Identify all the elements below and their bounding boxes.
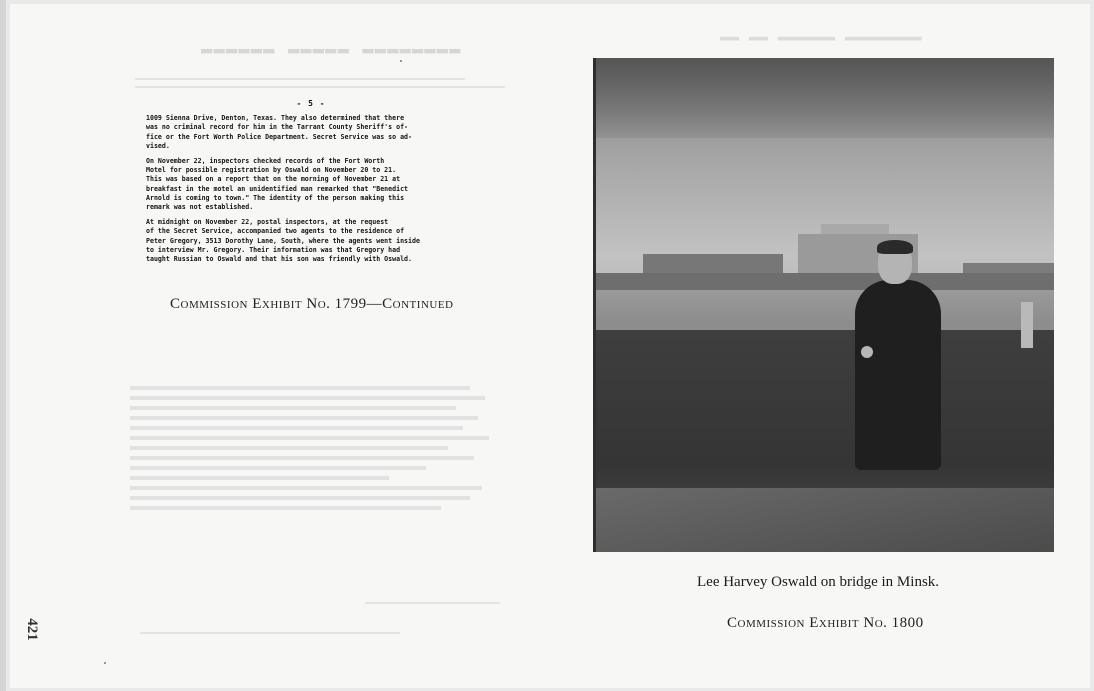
oswald-minsk-photo [593, 58, 1054, 552]
bleed-through-line [365, 602, 500, 604]
bleed-through-title-right: ▬▬▬▬▬▬▬▬ ▬▬▬▬▬▬ ▬▬ ▬▬ [720, 28, 922, 46]
memo-paragraph: 1009 Sienna Drive, Denton, Texas. They also determined that there was no criminal record for him in the Tarrant County Sheriff's of- fice or the Fort Worth Police Department. Secret Service was so ad- vised. [146, 114, 412, 150]
exhibit-label-1800: Commission Exhibit No. 1800 [727, 615, 924, 631]
bleed-through-line [135, 86, 505, 88]
memo-page-number: - 5 - [296, 99, 326, 108]
bleed-through-text-block [130, 380, 500, 516]
typed-memo [146, 99, 476, 270]
exhibit-label-1799: Commission Exhibit No. 1799—Continued [170, 296, 454, 312]
scan-speck [400, 60, 402, 62]
memo-paragraph: At midnight on November 22, postal inspectors, at the request of the Secret Service, accompanied two agents to the residence of Peter Gregory, 3513 Dorothy Lane, South, where the agents went inside to interview Mr. Gregory. Their information was that Gregory had taught Russian to Oswald and that his son was friendly with Oswald. [146, 218, 420, 264]
scan-edge [0, 0, 6, 691]
page-number: 421 [23, 618, 40, 641]
memo-paragraph: On November 22, inspectors checked records of the Fort Worth Motel for possible registration by Oswald on November 20 to 21. This was based on a report that on the morning of November 21 at breakfast in the motel an unidentified man remarked that "Benedict Arnold is coming to town." The identity of the person making this remark was not established. [146, 157, 409, 212]
scan-speck [104, 662, 106, 664]
bleed-through-line [140, 632, 400, 634]
bleed-through-line [135, 78, 465, 80]
photo-caption: Lee Harvey Oswald on bridge in Minsk. [697, 574, 940, 590]
bleed-through-title: ▬▬▬▬▬▬▬▬ ▬▬▬▬▬ ▬▬▬▬▬▬ [200, 38, 461, 60]
